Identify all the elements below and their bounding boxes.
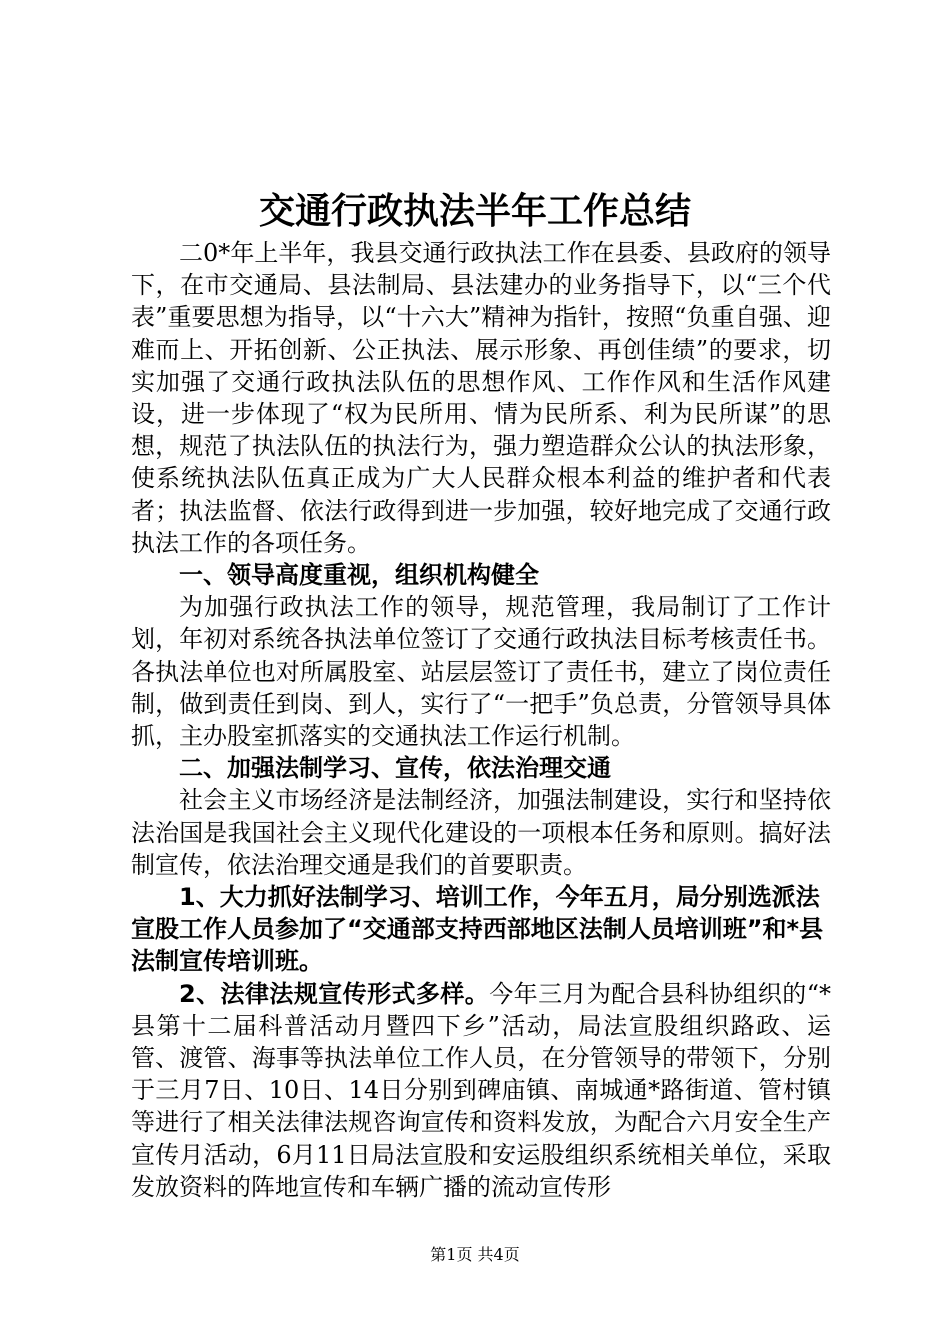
section-2-paragraph: 社会主义市场经济是法制经济，加强法制建设，实行和坚持依法治国是我国社会主义现代化建设的一项根本任务和原则。搞好法制宣传，依法治理交通是我们的首要职责。 — [131, 786, 831, 879]
section-heading-1: 一、领导高度重视，组织机构健全 — [179, 561, 539, 590]
page-footer: 第1页 共4页 — [430, 1245, 520, 1264]
item-2-lead: 2、法律法规宣传形式多样。 — [179, 979, 490, 1008]
item-2-body: 今年三月为配合县科协组织的“*县第十二届科普活动月暨四下乡”活动，局法宣股组织路政、运管、渡管、海事等执法单位工作人员，在分管领导的带领下，分别于三月7日、10日、14日分别到碑庙镇、南城通*路街道、管村镇等进行了相关法律法规咨询宣传和资料发放，为配合六月安全生产宣传月活动，6月11日局法宣股和安运股组织系统相关单位，采取发放资料的阵地宣传和车辆广播的流动宣传形 — [131, 979, 831, 1201]
intro-paragraph: 二0*年上半年，我县交通行政执法工作在县委、县政府的领导下，在市交通局、县法制局、县法建办的业务指导下，以“三个代表”重要思想为指导，以“十六大”精神为指针，按照“负重自强、迎难而上、开拓创新、公正执法、展示形象、再创佳绩”的要求，切实加强了交通行政执法队伍的思想作风、工作作风和生活作风建设，进一步体现了“权为民所用、情为民所系、利为民所谋”的思想，规范了执法队伍的执法行为，强力塑造群众公认的执法形象，使系统执法队伍真正成为广大人民群众根本利益的维护者和代表者；执法监督、依法行政得到进一步加强，较好地完成了交通行政执法工作的各项任务。 — [131, 239, 831, 557]
document-title: 交通行政执法半年工作总结 — [258, 190, 691, 232]
section-1-paragraph: 为加强行政执法工作的领导，规范管理，我局制订了工作计划，年初对系统各执法单位签订了交通行政执法目标考核责任书。各执法单位也对所属股室、站层层签订了责任书，建立了岗位责任制，做到责任到岗、到人，实行了“一把手”负总责，分管领导具体抓，主办股室抓落实的交通执法工作运行机制。 — [131, 593, 831, 751]
item-2-paragraph — [131, 978, 831, 1203]
item-1-paragraph: 1、大力抓好法制学习、培训工作，今年五月，局分别选派法宣股工作人员参加了“交通部支持西部地区法制人员培训班”和*县法制宣传培训班。 — [131, 883, 824, 976]
document-body — [131, 237, 831, 1203]
section-heading-2: 二、加强法制学习、宣传，依法治理交通 — [179, 754, 611, 783]
